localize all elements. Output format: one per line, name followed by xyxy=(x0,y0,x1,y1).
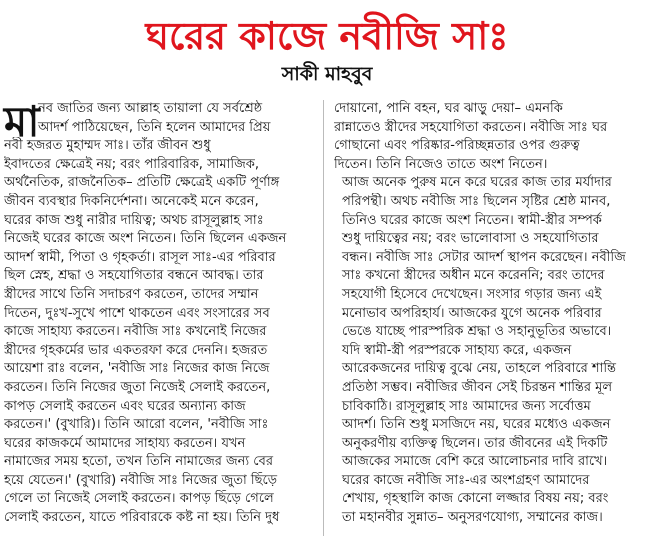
text-line: ঘরের কাজ শুধু নারীর দায়িত্ব; অথচ রাসূলুল্লাহ সাঃ xyxy=(4,212,264,228)
text-line: হয়ে যেতেন।' (বুখারি) নবীজি সাঃ নিজের জুতা ছিঁড়ে xyxy=(4,472,278,488)
text-line: আদর্শ পাঠিয়েছেন, তিনি হলেন আমাদের প্রিয় xyxy=(38,119,271,135)
text-line: করতেন।' (বুখারি)। তিনি আরো বলেন, 'নবীজি সাঃ xyxy=(4,417,269,433)
text-line: নিজেই ঘরের কাজে অংশ নিতেন। তিনি ছিলেন একজন xyxy=(4,231,287,247)
text-line: নব জাতির জন্য আল্লাহ তায়ালা যে সর্বশ্রেষ্ঠ xyxy=(38,101,263,116)
text-line: নবী হজরত মুহাম্মদ সাঃ। তাঁর জীবন শুধু xyxy=(4,138,211,154)
text-line: আজ অনেক পুরুষ মনে করে ঘরের কাজ তার মর্যাদার xyxy=(342,175,612,191)
text-line: দিতেন, দুঃখ-সুখে পাশে থাকতেন এবং সংসারের সব xyxy=(4,305,270,321)
text-line: আদর্শ। তিনি শুধু মসজিদে নয়, ঘরের মধ্যেও একজন xyxy=(342,417,611,433)
text-line: তা মহানবীর সুন্নাত– অনুসরণযোগ্য, সম্মানের কাজ। xyxy=(342,510,603,526)
text-line: মনোভাব অপরিহার্য। আজকের যুগে অনেক পরিবার xyxy=(342,305,602,321)
text-line: শেখায়, গৃহস্থালি কাজ কোনো লজ্জার বিষয় নয়; বরং xyxy=(342,491,609,507)
text-line: সহযোগী হিসেবে দেখেছেন। সংসার গড়ার জন্য এই xyxy=(342,286,602,302)
text-line: ঘরের কাজে নবীজি সাঃ-এর অংশগ্রহণ আমাদের xyxy=(342,472,590,488)
text-line: নামাজের সময় হতো, তখন তিনি নামাজের জন্য বের xyxy=(4,454,273,470)
text-line: কাপড় সেলাই করতেন এবং ঘরের অন্যান্য কাজ xyxy=(4,398,246,414)
text-line: দোয়ানো, পানি বহন, ঘর ঝাড়ু দেয়া– এমনকি xyxy=(334,101,563,116)
text-line: আয়েশা রাঃ বলেন, 'নবীজি সাঃ নিজের কাজ নিজে xyxy=(4,361,270,377)
article-byline: সাকী মাহবুব xyxy=(281,63,373,85)
text-line: আদর্শ স্বামী, পিতা ও গৃহকর্তা। রাসূল সাঃ-এর পরিবার xyxy=(4,249,276,265)
text-line: ঘরের কাজকর্মে আমাদের সাহায্য করতেন। যখন xyxy=(4,435,246,451)
text-line: অনুকরণীয় ব্যক্তিত্ব ছিলেন। তার জীবনের এই দিকটি xyxy=(342,435,608,451)
text-line: কাজে সাহায্য করতেন। নবীজি সাঃ কখনোই নিজের xyxy=(4,324,267,340)
text-line: অর্থনৈতিক, রাজনৈতিক– প্রতিটি ক্ষেত্রেই একটি পূর্ণাঙ্গ xyxy=(4,175,280,191)
text-line: ইবাদতের ক্ষেত্রেই নয়; বরং পারিবারিক, সামাজিক, xyxy=(4,156,259,172)
paragraph-continued xyxy=(334,100,644,174)
column-divider xyxy=(323,100,324,536)
text-line: শুধু দায়িত্বের নয়; বরং ভালোবাসা ও সহযোগিতার xyxy=(342,231,599,247)
text-line: চাবিকাঠি। রাসূলুল্লাহ সাঃ আমাদের জন্য সর্বোত্তম xyxy=(342,398,591,414)
text-line: ছিল স্নেহ, শ্রদ্ধা ও সহযোগিতার বন্ধনে আবদ্ধ। তার xyxy=(4,268,264,284)
text-line: স্ত্রীদের সাথে তিনি সদাচরণ করতেন, তাদের সম্মান xyxy=(4,286,259,302)
article-column-right xyxy=(334,100,644,528)
text-line: দিতেন। তিনি নিজেও তাতে অংশ নিতেন। xyxy=(334,156,548,172)
text-line: স্ত্রীদের গৃহকর্মের ভার একতরফা করে দেননি। হজরত xyxy=(4,342,268,358)
article-headline: ঘরের কাজে নবীজি সাঃ xyxy=(145,14,509,58)
text-line: প্রতিষ্ঠা সম্ভব। নবীজির জীবন সেই চিরন্তন শান্তির মূল xyxy=(342,379,613,395)
text-line: গেলে তা নিজেই সেলাই করতেন। কাপড় ছিঁড়ে গেলে xyxy=(4,491,274,507)
text-line: করতেন। তিনি নিজের জুতা নিজেই সেলাই করতেন, xyxy=(4,379,271,395)
text-line: তিনিও ঘরের কাজে অংশ নিতেন। স্বামী-স্ত্রীর সম্পর্ক xyxy=(342,212,602,228)
text-line: আরেকজনের দায়িত্ব বুঝে নেয়, তাহলে পরিবারে শান্তি xyxy=(342,361,617,377)
paragraph-second xyxy=(334,174,644,527)
drop-cap: মা xyxy=(4,97,40,146)
paragraph-intro xyxy=(4,97,314,528)
text-line: বন্ধন। নবীজি সাঃ সেটার আদর্শ স্থাপন করেছেন। নবীজি xyxy=(342,249,626,265)
text-line: যদি স্বামী-স্ত্রী পরস্পরকে সাহায্য করে, একজন xyxy=(342,342,572,358)
text-line: ভেঙে যাচ্ছে পারস্পরিক শ্রদ্ধা ও সহানুভূতির অভাবে। xyxy=(342,324,612,340)
article-column-left xyxy=(4,97,314,528)
text-line: সেলাই করতেন, যাতে পরিবারকে কষ্ট না হয়। তিনি দুধ xyxy=(4,510,280,526)
text-line: রান্নাতেও স্ত্রীদের সহযোগিতা করতেন। নবীজি সাঃ ঘর xyxy=(334,119,608,135)
text-line: আজকের সমাজে বেশি করে আলোচনার দাবি রাখে। xyxy=(342,454,608,470)
text-line: সাঃ কখনো স্ত্রীদের অধীন মনে করেননি; বরং তাদের xyxy=(342,268,605,284)
text-line: গোছানো এবং পরিষ্কার-পরিচ্ছন্নতার ওপর গুরুত্ব xyxy=(334,138,580,154)
text-line: জীবন ব্যবস্থার দিকনির্দেশনা। অনেকেই মনে করেন, xyxy=(4,193,259,209)
text-line: পরিপন্থী। অথচ নবীজি সাঃ ছিলেন সৃষ্টির শ্রেষ্ঠ মানব, xyxy=(342,193,611,209)
